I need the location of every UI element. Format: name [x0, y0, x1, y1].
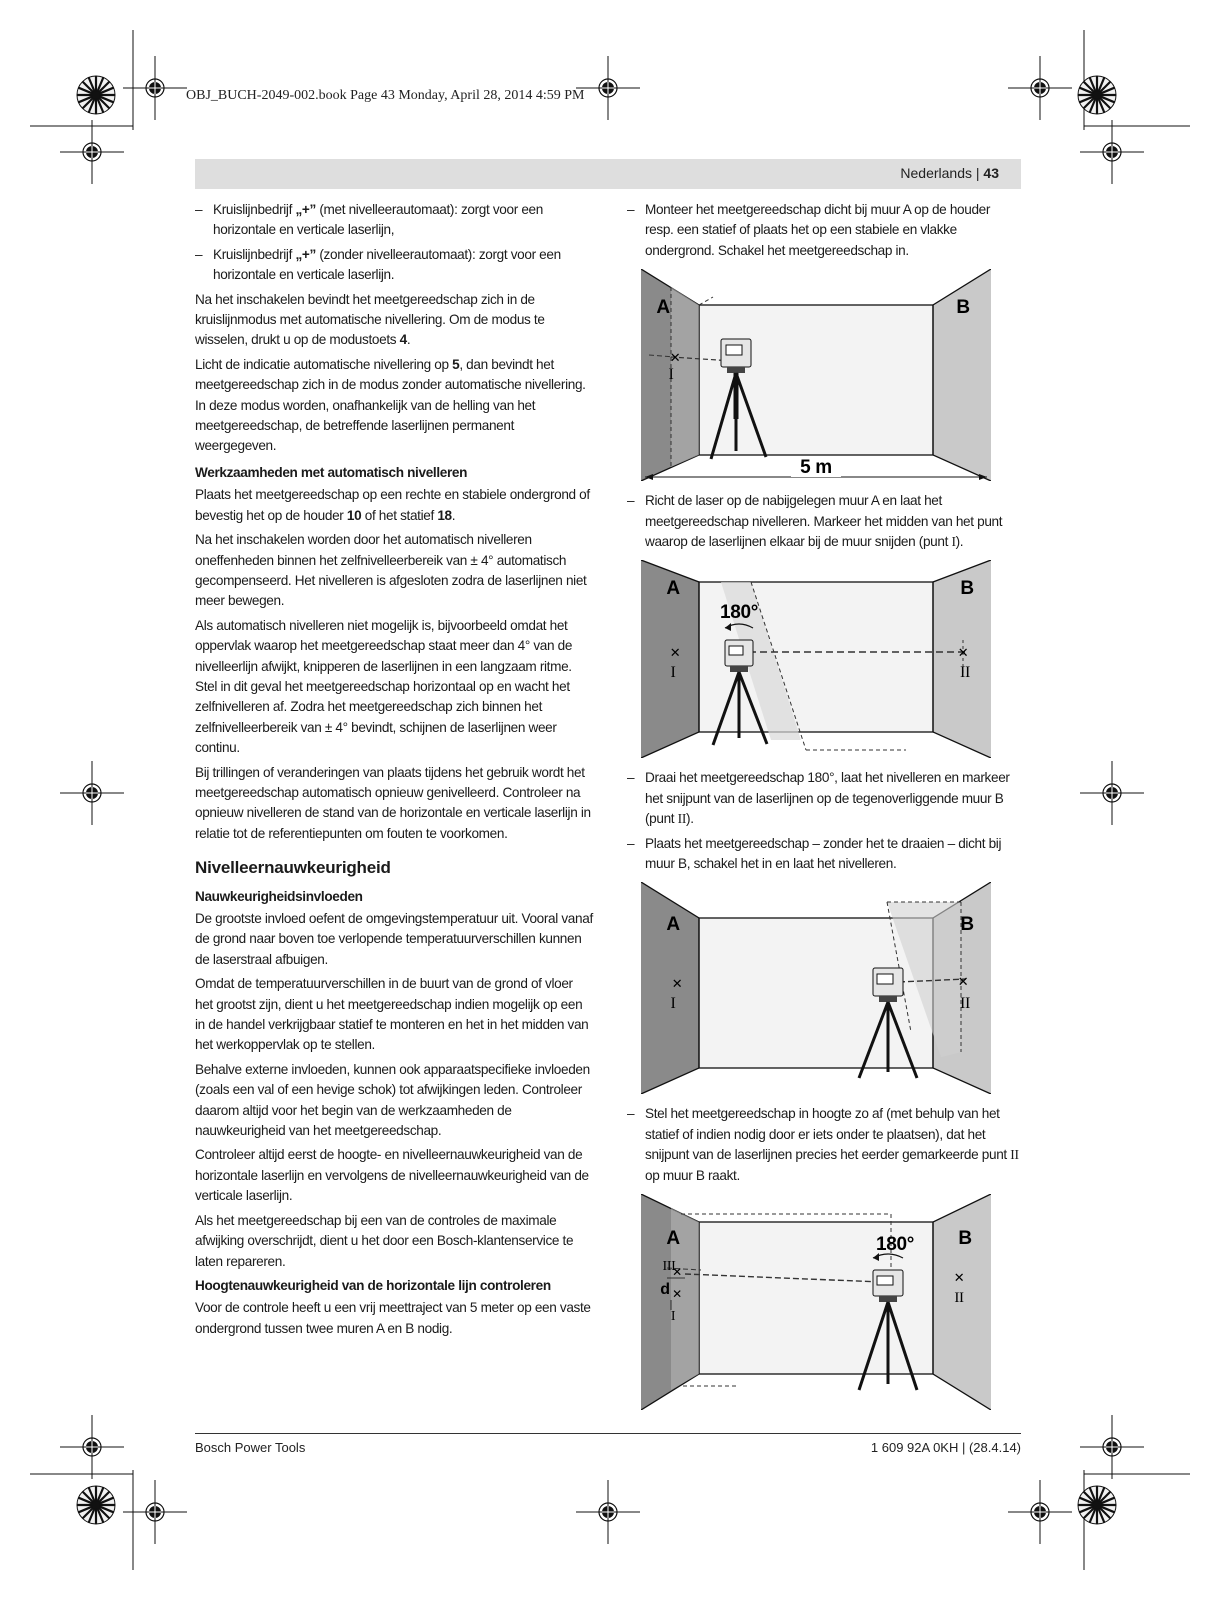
paragraph-temperature: De grootste invloed oefent de omgevingstemperatuur uit. Vooral vanaf de grond naar boven toe verlopende temperatuurverschillen kunnen de laserstraal afbuigen.	[195, 911, 593, 967]
cross-mark-icon: ✕	[953, 1270, 965, 1286]
left-column	[195, 200, 593, 1343]
right-column	[627, 200, 1021, 1420]
step-adjust-height: – Stel het meetgereedschap in hoogte zo af (met behulp van het statief of indien nodig door er iets onder te plaatsen), dat het snijpunt van de laserlijnen precies het eerder gemarkeerde punt II op muur B raakt.	[627, 1106, 1019, 1183]
point-2-label: II	[960, 995, 970, 1013]
figure-setup-near-wall-b	[641, 882, 991, 1094]
heading-height-accuracy: Hoogtenauwkeurigheid van de horizontale lijn controleren	[195, 1277, 551, 1293]
cross-mark-icon: ✕	[672, 1287, 682, 1302]
page-language	[900, 165, 999, 181]
bullet-cross-line-manual: – Kruislijnbedrijf „+” (zonder nivelleerautomaat): zorgt voor een horizontale en verticale laserlijn.	[195, 246, 561, 283]
cross-mark-icon: ✕	[957, 645, 969, 661]
step-mount: – Monteer het meetgereedschap dicht bij muur A op de houder resp. een statief of plaats het op een stabiele en vlakke ondergrond. Schakel het meetgereedschap in.	[627, 202, 991, 258]
point-1-label: I	[668, 366, 674, 384]
cross-mark-icon: ✕	[669, 645, 681, 661]
footer-publisher: Bosch Power Tools	[195, 1440, 306, 1455]
wall-b-label: B	[960, 578, 974, 600]
point-1-label: I	[670, 995, 676, 1013]
step-mark-point-1: – Richt de laser op de nabijgelegen muur A en laat het meetgereedschap nivelleren. Markeer het midden van het punt waarop de laserlijnen elkaar bij de muur snijden (punt I).	[627, 493, 1003, 550]
step-move-to-wall-b: – Plaats het meetgereedschap – zonder het te draaien – dicht bij muur B, schakel het in en laat het nivelleren.	[627, 835, 1002, 872]
heading-auto-leveling: Werkzaamheden met automatisch nivelleren	[195, 464, 468, 480]
cross-mark-icon: ✕	[671, 976, 683, 992]
wall-a-label: A	[666, 914, 680, 936]
print-header: OBJ_BUCH-2049-002.book Page 43 Monday, April 28, 2014 4:59 PM	[186, 88, 585, 103]
wall-b-label: B	[960, 914, 974, 936]
paragraph-placement: Plaats het meetgereedschap op een rechte en stabiele ondergrond of bevestig het op de houder 10 of het statief 18.	[195, 487, 590, 523]
heading-accuracy-influences: Nauwkeurigheidsinvloeden	[195, 888, 363, 904]
figure-setup-near-wall-a	[641, 269, 991, 481]
paragraph-distance-requirement: Voor de controle heeft u een vrij meettraject van 5 meter op een vaste ondergrond tussen twee muren A en B nodig.	[195, 1300, 591, 1336]
footer-doc-number: 1 609 92A 0KH | (28.4.14)	[870, 1440, 1021, 1455]
wall-a-label: A	[666, 578, 680, 600]
wall-b-label: B	[956, 297, 970, 319]
wall-b-label: B	[958, 1228, 972, 1250]
bullet-cross-line-auto: – Kruislijnbedrijf „+” (met nivelleerautomaat): zorgt voor een horizontale en verticale laserlijn,	[195, 202, 543, 238]
rotation-label: 180°	[720, 602, 758, 624]
point-2-label: II	[960, 664, 970, 682]
paragraph-vibrations: Bij trillingen of veranderingen van plaats tijdens het gebruik wordt het meetgereedschap automatisch opnieuw genivelleerd. Controleer na opnieuw nivelleren de stand van de horizontale en verticale laserlijn in relatie tot de referentiepunten om fouten te voorkomen.	[195, 764, 591, 841]
figure-rotate-180	[641, 560, 991, 758]
paragraph-mode-switch: Na het inschakelen bevindt het meetgereedschap zich in de kruislijnmodus met automatische nivellering. Om de modus te wisselen, drukt u op de modustoets 4.	[195, 291, 545, 348]
deviation-label: d	[660, 1281, 670, 1299]
paragraph-manual-mode: Licht de indicatie automatische nivellering op 5, dan bevindt het meetgereedschap zich in de modus zonder automatische nivellering. In deze modus worden, onafhankelijk van de helling van het meetgereedschap, de betreffende laserlijnen permanent weergegeven.	[195, 356, 586, 454]
cross-mark-icon: ✕	[672, 1265, 682, 1280]
paragraph-check-order: Controleer altijd eerst de hoogte- en nivelleernauwkeurigheid van de horizontale laserlijn en vervolgens de nivelleernauwkeurigheid van de verticale laserlijn.	[195, 1147, 589, 1204]
rotation-label: 180°	[876, 1234, 914, 1256]
wall-a-label: A	[656, 297, 670, 319]
running-head	[195, 159, 1021, 189]
point-3-label: III	[662, 1259, 676, 1275]
cross-mark-icon: ✕	[957, 974, 969, 990]
figure-height-deviation	[641, 1194, 991, 1410]
separator: |	[975, 165, 980, 181]
page-number: 43	[983, 165, 999, 181]
paragraph-external-influences: Behalve externe invloeden, kunnen ook apparaatspecifieke invloeden (zoals een val of een hevige schok) tot afwijkingen leden. Controleer daarom altijd voor het begin van de werkzaamheden de nauwkeurigheid van het meetgereedschap.	[195, 1061, 590, 1139]
page-footer	[195, 1433, 1021, 1455]
cross-mark-icon: ✕	[669, 350, 681, 366]
step-mark-point-2: – Draai het meetgereedschap 180°, laat het nivelleren en markeer het snijpunt van de laserlijnen op de tegenoverliggende muur B (punt II).	[627, 770, 1010, 827]
point-2-label: II	[954, 1290, 964, 1307]
paragraph-compensation: Na het inschakelen worden door het automatisch nivelleren oneffenheden binnen het zelfnivelleerbereik van ± 4° automatisch gecompenseerd. Het nivelleren is afgesloten zodra de laserlijnen niet meer bewegen.	[195, 532, 587, 609]
wall-a-label: A	[666, 1228, 680, 1250]
point-1-label: I	[670, 664, 676, 682]
paragraph-repair: Als het meetgereedschap bij een van de controles de maximale afwijking overschrijdt, dient u het door een Bosch-klantenservice te laten repareren.	[195, 1212, 574, 1269]
paragraph-tripod: Omdat de temperatuurverschillen in de buurt van de grond of vloer het grootst zijn, dient u het meetgereedschap indien mogelijk op een in de handel verkrijgbaar statief te monteren en het in het midden van het werkoppervlak op te stellen.	[195, 976, 589, 1053]
heading-leveling-accuracy: Nivelleernauwkeurigheid	[195, 858, 391, 878]
point-1-label: I	[670, 1309, 676, 1325]
paragraph-blinking: Als automatisch nivelleren niet mogelijk is, bijvoorbeeld omdat het oppervlak waarop het meetgereedschap staat meer dan 4° van de nivelleerlijn afwijkt, knipperen de laserlijnen in een langzaam ritme. Stel in dit geval het meetgereedschap horizontaal op en wacht het zelfnivelleren af. Zodra het meetgereedschap zich binnen het zelfnivelleerbereik van ± 4° bevindt, schijnen de laserlijnen weer continu.	[195, 617, 573, 756]
distance-label: 5 m	[800, 457, 832, 479]
language-label: Nederlands	[900, 165, 972, 181]
